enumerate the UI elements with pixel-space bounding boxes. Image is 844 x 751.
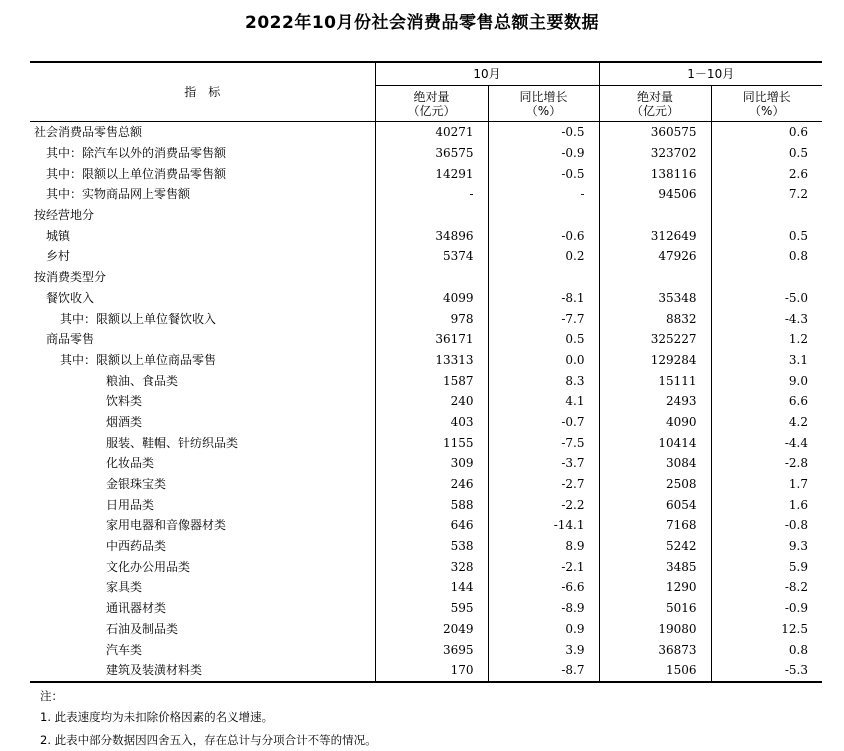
row-value-oct: 170 <box>375 660 488 682</box>
table-row <box>30 246 822 267</box>
indicator-header: 指 标 <box>30 62 375 122</box>
row-value-ytd: 47926 <box>599 246 711 267</box>
row-growth-oct: 3.9 <box>488 639 599 660</box>
row-label: 粮油、食品类 <box>106 373 179 388</box>
note-item-1: 1. 此表速度均为未扣除价格因素的名义增速。 <box>40 710 274 724</box>
row-growth-ytd: 0.8 <box>711 639 822 660</box>
table-row <box>30 391 822 412</box>
row-growth-oct <box>488 205 599 226</box>
row-value-ytd: 129284 <box>599 350 711 371</box>
row-growth-ytd: -0.8 <box>711 515 822 536</box>
row-value-ytd: 325227 <box>599 329 711 350</box>
row-label: 其中：限额以上单位消费品零售额 <box>46 166 227 181</box>
row-growth-oct: -8.7 <box>488 660 599 682</box>
row-value-oct: 36171 <box>375 329 488 350</box>
row-label: 通讯器材类 <box>106 601 167 616</box>
table-row <box>30 288 822 309</box>
row-value-oct: 34896 <box>375 225 488 246</box>
row-value-oct: - <box>375 184 488 205</box>
row-label: 按消费类型分 <box>34 270 107 285</box>
row-growth-oct: -7.5 <box>488 432 599 453</box>
abs-header-oct-line1: 绝对量 <box>413 89 450 104</box>
row-value-ytd: 1290 <box>599 577 711 598</box>
row-growth-ytd: -4.4 <box>711 432 822 453</box>
row-value-ytd: 360575 <box>599 122 711 143</box>
row-label: 其中：限额以上单位商品零售 <box>60 352 217 367</box>
row-label: 其中：除汽车以外的消费品零售额 <box>46 146 227 161</box>
row-growth-oct: -2.7 <box>488 474 599 495</box>
table-row <box>30 536 822 557</box>
row-growth-ytd: 1.2 <box>711 329 822 350</box>
row-value-oct <box>375 267 488 288</box>
row-growth-oct: -0.5 <box>488 163 599 184</box>
row-growth-ytd: -2.8 <box>711 453 822 474</box>
row-label: 城镇 <box>46 228 71 243</box>
row-value-ytd: 10414 <box>599 432 711 453</box>
abs-header-oct-line2: （亿元） <box>407 103 456 118</box>
row-growth-oct: -2.2 <box>488 494 599 515</box>
row-label: 饮料类 <box>106 394 143 409</box>
table-row <box>30 432 822 453</box>
row-growth-oct: -2.1 <box>488 556 599 577</box>
table-row <box>30 143 822 164</box>
table-row <box>30 556 822 577</box>
row-growth-ytd: 1.7 <box>711 474 822 495</box>
row-growth-ytd: -8.2 <box>711 577 822 598</box>
table-row <box>30 474 822 495</box>
table-row <box>30 453 822 474</box>
abs-header-oct <box>375 86 488 122</box>
table-row <box>30 598 822 619</box>
row-label: 金银珠宝类 <box>106 477 167 492</box>
row-value-oct: 328 <box>375 556 488 577</box>
row-label: 乡村 <box>46 249 71 264</box>
table-row <box>30 122 822 143</box>
table-row <box>30 412 822 433</box>
table-row <box>30 308 822 329</box>
row-label: 其中：实物商品网上零售额 <box>46 187 191 202</box>
table-row <box>30 639 822 660</box>
row-value-ytd <box>599 267 711 288</box>
row-value-ytd: 36873 <box>599 639 711 660</box>
page-title: 2022年10月份社会消费品零售总额主要数据 <box>245 13 599 33</box>
row-value-oct: 588 <box>375 494 488 515</box>
table-row <box>30 184 822 205</box>
row-growth-ytd: -4.3 <box>711 308 822 329</box>
row-value-oct: 246 <box>375 474 488 495</box>
row-value-oct: 4099 <box>375 288 488 309</box>
row-growth-ytd: 4.2 <box>711 412 822 433</box>
row-growth-oct: -0.5 <box>488 122 599 143</box>
row-growth-oct <box>488 267 599 288</box>
row-value-oct: 309 <box>375 453 488 474</box>
row-label: 文化办公用品类 <box>106 559 191 574</box>
row-growth-ytd: 0.6 <box>711 122 822 143</box>
row-value-oct: 40271 <box>375 122 488 143</box>
row-growth-ytd: 5.9 <box>711 556 822 577</box>
row-value-oct: 13313 <box>375 350 488 371</box>
row-value-ytd: 8832 <box>599 308 711 329</box>
row-growth-ytd: 6.6 <box>711 391 822 412</box>
row-value-oct: 2049 <box>375 619 488 640</box>
period-jan-oct-header: 1－10月 <box>599 62 822 86</box>
abs-header-ytd-line2: （亿元） <box>630 103 679 118</box>
row-growth-ytd: 0.5 <box>711 143 822 164</box>
period-october-header: 10月 <box>375 62 599 86</box>
row-value-ytd: 1506 <box>599 660 711 682</box>
row-label: 餐饮收入 <box>46 290 95 305</box>
growth-header-ytd <box>711 86 822 122</box>
row-growth-oct: 8.9 <box>488 536 599 557</box>
row-value-ytd: 19080 <box>599 619 711 640</box>
row-growth-ytd: 12.5 <box>711 619 822 640</box>
row-value-ytd: 15111 <box>599 370 711 391</box>
row-growth-oct: 0.2 <box>488 246 599 267</box>
row-value-ytd: 7168 <box>599 515 711 536</box>
row-label: 中西药品类 <box>106 539 167 554</box>
row-value-ytd: 2508 <box>599 474 711 495</box>
row-label: 石油及制品类 <box>106 621 179 636</box>
table-row <box>30 370 822 391</box>
row-growth-ytd: 9.0 <box>711 370 822 391</box>
row-growth-oct: -6.6 <box>488 577 599 598</box>
abs-header-ytd-line1: 绝对量 <box>636 89 673 104</box>
table-row <box>30 225 822 246</box>
row-growth-oct: -7.7 <box>488 308 599 329</box>
row-value-ytd: 138116 <box>599 163 711 184</box>
row-growth-ytd: 1.6 <box>711 494 822 515</box>
row-label: 汽车类 <box>106 642 143 657</box>
growth-header-oct-line1: 同比增长 <box>519 89 568 104</box>
retail-sales-table <box>30 61 822 683</box>
row-value-oct: 1155 <box>375 432 488 453</box>
row-growth-ytd: 9.3 <box>711 536 822 557</box>
table-row <box>30 350 822 371</box>
row-label: 建筑及装潢材料类 <box>30 660 375 682</box>
row-label: 家具类 <box>106 580 143 595</box>
row-value-ytd <box>599 205 711 226</box>
table-row <box>30 163 822 184</box>
row-growth-oct: -0.6 <box>488 225 599 246</box>
row-growth-ytd <box>711 205 822 226</box>
row-growth-oct: -8.1 <box>488 288 599 309</box>
row-growth-oct: 0.5 <box>488 329 599 350</box>
row-value-oct: 144 <box>375 577 488 598</box>
row-growth-oct: -3.7 <box>488 453 599 474</box>
row-growth-ytd: 0.8 <box>711 246 822 267</box>
row-label: 按经营地分 <box>34 208 95 223</box>
row-value-ytd: 3485 <box>599 556 711 577</box>
row-value-ytd: 5242 <box>599 536 711 557</box>
row-growth-ytd <box>711 267 822 288</box>
row-value-oct: 5374 <box>375 246 488 267</box>
row-value-oct: 595 <box>375 598 488 619</box>
row-growth-ytd: -0.9 <box>711 598 822 619</box>
row-growth-oct: 0.9 <box>488 619 599 640</box>
row-value-oct: 240 <box>375 391 488 412</box>
row-growth-oct: - <box>488 184 599 205</box>
table-row <box>30 515 822 536</box>
table-row <box>30 329 822 350</box>
row-growth-oct: -0.7 <box>488 412 599 433</box>
row-value-ytd: 35348 <box>599 288 711 309</box>
row-growth-oct: 8.3 <box>488 370 599 391</box>
table-row <box>30 577 822 598</box>
row-label: 商品零售 <box>46 332 95 347</box>
row-label: 家用电器和音像器材类 <box>106 518 227 533</box>
row-growth-ytd: 3.1 <box>711 350 822 371</box>
row-value-oct: 3695 <box>375 639 488 660</box>
row-value-oct <box>375 205 488 226</box>
row-value-oct: 14291 <box>375 163 488 184</box>
row-value-ytd: 3084 <box>599 453 711 474</box>
row-value-oct: 36575 <box>375 143 488 164</box>
row-value-ytd: 2493 <box>599 391 711 412</box>
row-label: 化妆品类 <box>106 456 155 471</box>
table-body <box>30 122 822 682</box>
table-row <box>30 267 822 288</box>
growth-header-oct <box>488 86 599 122</box>
row-label: 其中：限额以上单位餐饮收入 <box>60 311 217 326</box>
row-value-ytd: 94506 <box>599 184 711 205</box>
note-item-2: 2. 此表中部分数据因四舍五入，存在总计与分项合计不等的情况。 <box>40 733 377 747</box>
row-value-oct: 646 <box>375 515 488 536</box>
row-growth-oct: -0.9 <box>488 143 599 164</box>
row-growth-ytd: 0.5 <box>711 225 822 246</box>
row-label: 烟酒类 <box>106 414 143 429</box>
row-value-ytd: 5016 <box>599 598 711 619</box>
table-row <box>30 660 822 682</box>
row-growth-ytd: 2.6 <box>711 163 822 184</box>
row-value-oct: 538 <box>375 536 488 557</box>
row-label: 服装、鞋帽、针纺织品类 <box>106 435 239 450</box>
row-growth-ytd: 7.2 <box>711 184 822 205</box>
row-growth-ytd: -5.3 <box>711 660 822 682</box>
row-growth-oct: 0.0 <box>488 350 599 371</box>
abs-header-ytd <box>599 86 711 122</box>
notes-heading: 注： <box>40 689 63 703</box>
table-row <box>30 619 822 640</box>
row-value-oct: 403 <box>375 412 488 433</box>
row-value-ytd: 323702 <box>599 143 711 164</box>
growth-header-ytd-line2: （%） <box>749 103 785 118</box>
table-row <box>30 494 822 515</box>
row-value-ytd: 4090 <box>599 412 711 433</box>
row-value-oct: 1587 <box>375 370 488 391</box>
table-row <box>30 205 822 226</box>
row-growth-oct: 4.1 <box>488 391 599 412</box>
notes <box>40 686 377 750</box>
row-label: 社会消费品零售总额 <box>34 125 143 140</box>
growth-header-ytd-line1: 同比增长 <box>742 89 791 104</box>
growth-header-oct-line2: （%） <box>525 103 562 118</box>
row-growth-oct: -14.1 <box>488 515 599 536</box>
row-value-ytd: 6054 <box>599 494 711 515</box>
row-value-oct: 978 <box>375 308 488 329</box>
row-value-ytd: 312649 <box>599 225 711 246</box>
row-growth-ytd: -5.0 <box>711 288 822 309</box>
row-label: 日用品类 <box>106 497 155 512</box>
row-growth-oct: -8.9 <box>488 598 599 619</box>
